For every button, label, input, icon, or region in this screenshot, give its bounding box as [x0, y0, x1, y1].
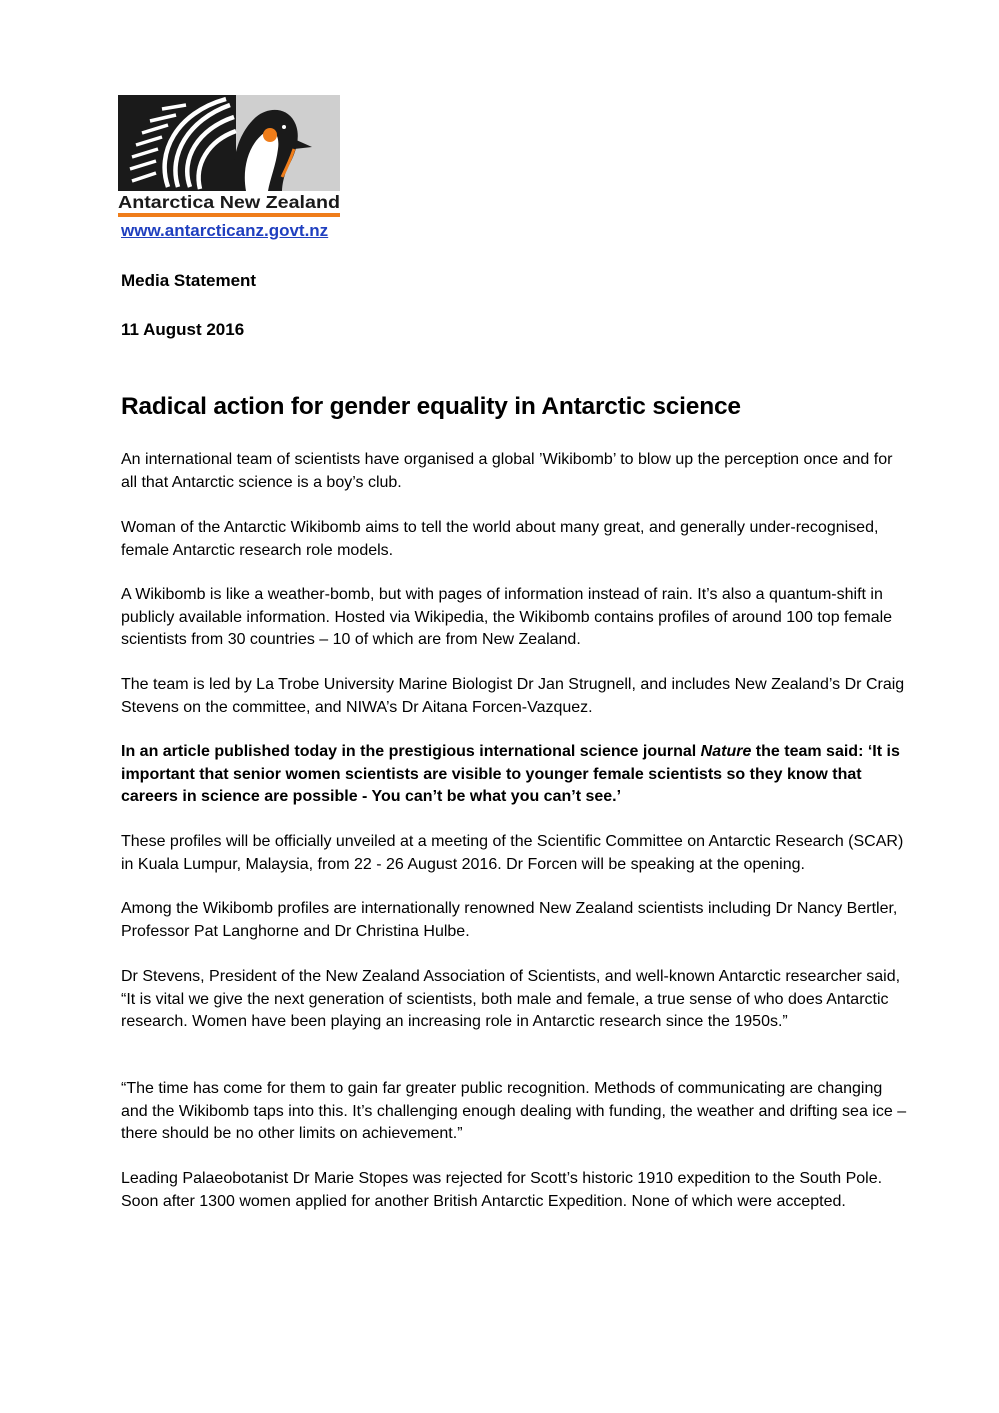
journal-name: Nature	[700, 743, 752, 760]
statement-date: 11 August 2016	[121, 320, 245, 339]
paragraph-intro: An international team of scientists have organised a global ’Wikibomb’ to blow up the perception once and for all that Antarctic science is a boy’s club.	[121, 451, 893, 491]
paragraph-scar-unveiling: These profiles will be officially unveiled at a meeting of the Scientific Committee on Antarctic Research (SCAR) in Kuala Lumpur, Malaysia, from 22 - 26 August 2016. Dr Forcen will be speaking at the opening.	[121, 833, 904, 873]
paragraph-history: Leading Palaeobotanist Dr Marie Stopes was rejected for Scott’s historic 1910 expedition to the South Pole. Soon after 1300 women applied for another British Antarctic Expedition. None of which were accepted.	[121, 1170, 883, 1210]
logo-emblem-icon	[118, 95, 340, 219]
document-type: Media Statement	[121, 271, 257, 290]
paragraph-team: The team is led by La Trobe University Marine Biologist Dr Jan Strugnell, and includes New Zealand’s Dr Craig Stevens on the committee, and NIWA’s Dr Aitana Forcen-Vazquez.	[121, 676, 905, 716]
paragraph-wikibomb-definition: A Wikibomb is like a weather-bomb, but with pages of information instead of rain. It’s also a quantum-shift in publicly available information. Hosted via Wikipedia, the Wikibomb contains profiles of around 100 top female scientists from 30 countries – 10 of which are from New Zealand.	[121, 586, 893, 648]
paragraph-recognition-quote: “The time has come for them to gain far greater public recognition. Methods of communicating are changing and the Wikibomb taps into this. It’s challenging enough dealing with funding, the weather and drifting sea ice – there should be no other limits on achievement.”	[121, 1080, 907, 1142]
page-title: Radical action for gender equality in Antarctic science	[121, 393, 741, 420]
quote-lead-text: In an article published today in the prestigious international science journal	[121, 743, 701, 760]
paragraph-wikibomb-aims: Woman of the Antarctic Wikibomb aims to tell the world about many great, and generally under-recognised, female Antarctic research role models.	[121, 519, 879, 559]
website-link[interactable]: www.antarcticanz.govt.nz	[121, 221, 329, 240]
logo-wordmark: Antarctica New Zealand	[118, 192, 340, 212]
paragraph-nz-scientists: Among the Wikibomb profiles are internationally renowned New Zealand scientists including Dr Nancy Bertler, Professor Pat Langhorne and Dr Christina Hulbe.	[121, 900, 898, 940]
paragraph-nature-quote	[121, 741, 911, 809]
paragraph-stevens-quote: Dr Stevens, President of the New Zealand Association of Scientists, and well-known Antarctic researcher said, “It is vital we give the next generation of scientists, both male and female, a true sense of who does Antarctic research. Women have been playing an increasing role in Antarctic research since the 1950s.”	[121, 968, 901, 1030]
antarctica-nz-logo	[118, 95, 340, 219]
quote-text: the team said: ‘It is important that senior women scientists are visible to younger female scientists so they know that careers in science are possible - You can’t be what you can’t see.’	[121, 743, 900, 805]
